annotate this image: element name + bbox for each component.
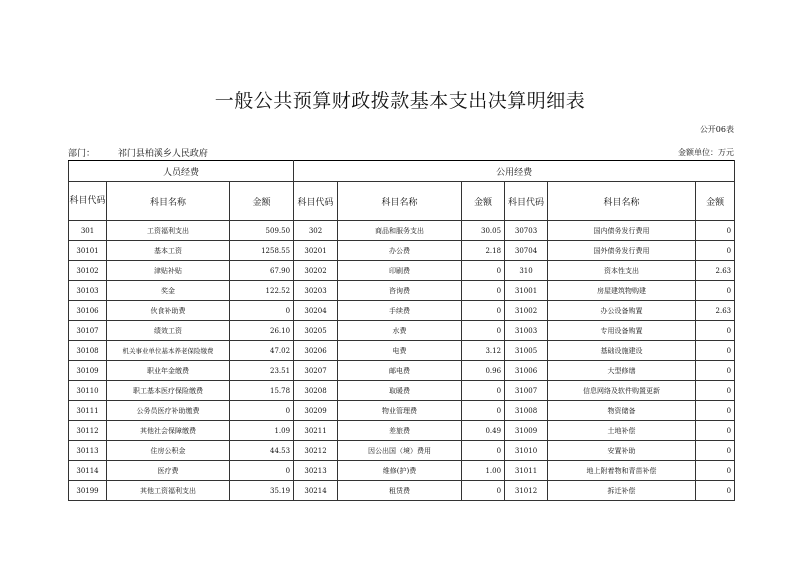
- cell-amount: 0: [696, 241, 735, 261]
- cell-code: 30199: [69, 481, 107, 501]
- cell-name: 基本工资: [107, 241, 230, 261]
- cell-code: 30704: [505, 241, 548, 261]
- col-amount: 金额: [230, 182, 294, 221]
- cell-name: 物资储备: [548, 401, 696, 421]
- cell-name: 津贴补贴: [107, 261, 230, 281]
- cell-name: 住房公积金: [107, 441, 230, 461]
- cell-code: 31011: [505, 461, 548, 481]
- cell-name: 咨询费: [338, 281, 462, 301]
- cell-amount: 0: [696, 361, 735, 381]
- personnel-header: 人员经费: [69, 161, 294, 182]
- cell-name: 房屋建筑物购建: [548, 281, 696, 301]
- cell-code: 30214: [294, 481, 338, 501]
- cell-amount: 0: [462, 401, 505, 421]
- cell-code: 30103: [69, 281, 107, 301]
- cell-name: 医疗费: [107, 461, 230, 481]
- cell-amount: 0: [696, 441, 735, 461]
- cell-amount: 35.19: [230, 481, 294, 501]
- cell-code: 30202: [294, 261, 338, 281]
- cell-name: 职工基本医疗保险缴费: [107, 381, 230, 401]
- cell-code: 30108: [69, 341, 107, 361]
- cell-amount: 0: [462, 481, 505, 501]
- cell-code: 31002: [505, 301, 548, 321]
- cell-name: 手续费: [338, 301, 462, 321]
- cell-code: 302: [294, 221, 338, 241]
- cell-name: 伙食补助费: [107, 301, 230, 321]
- department-label: 部门：: [68, 149, 96, 159]
- cell-name: 租赁费: [338, 481, 462, 501]
- cell-amount: 0: [696, 461, 735, 481]
- table-row: [69, 321, 735, 341]
- cell-name: 国内债务发行费用: [548, 221, 696, 241]
- col-code: 科目代码: [294, 182, 338, 221]
- cell-code: 30112: [69, 421, 107, 441]
- cell-code: 30110: [69, 381, 107, 401]
- cell-name: 工资福利支出: [107, 221, 230, 241]
- cell-amount: 0: [696, 421, 735, 441]
- cell-name: 公务员医疗补助缴费: [107, 401, 230, 421]
- col-name: 科目名称: [107, 182, 230, 221]
- cell-amount: 0: [462, 281, 505, 301]
- cell-code: 31009: [505, 421, 548, 441]
- cell-name: 拆迁补偿: [548, 481, 696, 501]
- cell-amount: 0: [462, 381, 505, 401]
- cell-name: 商品和服务支出: [338, 221, 462, 241]
- col-amount: 金额: [462, 182, 505, 221]
- cell-amount: 0: [462, 261, 505, 281]
- cell-amount: 2.63: [696, 261, 735, 281]
- cell-code: 30106: [69, 301, 107, 321]
- department-line: [68, 146, 208, 159]
- cell-amount: 47.02: [230, 341, 294, 361]
- cell-code: 31006: [505, 361, 548, 381]
- cell-name: 水费: [338, 321, 462, 341]
- cell-name: 取暖费: [338, 381, 462, 401]
- cell-name: 国外债务发行费用: [548, 241, 696, 261]
- cell-amount: 0: [230, 461, 294, 481]
- cell-amount: 0: [462, 301, 505, 321]
- cell-name: 专用设备购置: [548, 321, 696, 341]
- table-row: [69, 241, 735, 261]
- department-name: 祁门县柏溪乡人民政府: [117, 149, 208, 159]
- cell-name: 差旅费: [338, 421, 462, 441]
- cell-code: 30113: [69, 441, 107, 461]
- cell-code: 30212: [294, 441, 338, 461]
- public-header: 公用经费: [294, 161, 735, 182]
- table-row: [69, 261, 735, 281]
- table-row: [69, 281, 735, 301]
- cell-amount: 0: [696, 321, 735, 341]
- cell-name: 办公费: [338, 241, 462, 261]
- cell-name: 资本性支出: [548, 261, 696, 281]
- cell-code: 31008: [505, 401, 548, 421]
- cell-name: 信息网络及软件购置更新: [548, 381, 696, 401]
- col-code: 科目代码: [69, 182, 107, 221]
- cell-code: 30213: [294, 461, 338, 481]
- col-name: 科目名称: [548, 182, 696, 221]
- cell-code: 31003: [505, 321, 548, 341]
- expenditure-table: [68, 160, 735, 501]
- cell-amount: 122.52: [230, 281, 294, 301]
- cell-amount: 0: [696, 281, 735, 301]
- cell-name: 机关事业单位基本养老保险缴费: [107, 341, 230, 361]
- table-row: [69, 461, 735, 481]
- cell-amount: 0: [462, 441, 505, 461]
- cell-code: 301: [69, 221, 107, 241]
- table-row: [69, 381, 735, 401]
- cell-code: 30114: [69, 461, 107, 481]
- cell-code: 30206: [294, 341, 338, 361]
- cell-name: 奖金: [107, 281, 230, 301]
- cell-code: 30204: [294, 301, 338, 321]
- col-code: 科目代码: [505, 182, 548, 221]
- cell-amount: 0: [230, 401, 294, 421]
- cell-code: 30101: [69, 241, 107, 261]
- table-row: [69, 341, 735, 361]
- cell-amount: 15.78: [230, 381, 294, 401]
- table-row: [69, 221, 735, 241]
- table-row: [69, 301, 735, 321]
- cell-name: 绩效工资: [107, 321, 230, 341]
- cell-amount: 0.49: [462, 421, 505, 441]
- cell-code: 30211: [294, 421, 338, 441]
- cell-name: 电费: [338, 341, 462, 361]
- cell-amount: 23.51: [230, 361, 294, 381]
- cell-name: 基础设施建设: [548, 341, 696, 361]
- cell-code: 310: [505, 261, 548, 281]
- col-name: 科目名称: [338, 182, 462, 221]
- cell-code: 31007: [505, 381, 548, 401]
- cell-code: 30703: [505, 221, 548, 241]
- cell-amount: 1.00: [462, 461, 505, 481]
- cell-amount: 1258.55: [230, 241, 294, 261]
- cell-code: 30109: [69, 361, 107, 381]
- table-row: [69, 481, 735, 501]
- cell-amount: 0: [462, 321, 505, 341]
- cell-code: 30207: [294, 361, 338, 381]
- cell-amount: 2.63: [696, 301, 735, 321]
- cell-name: 职业年金缴费: [107, 361, 230, 381]
- cell-name: 土地补偿: [548, 421, 696, 441]
- cell-amount: 67.90: [230, 261, 294, 281]
- cell-amount: 1.09: [230, 421, 294, 441]
- cell-name: 其他社会保障缴费: [107, 421, 230, 441]
- cell-code: 30102: [69, 261, 107, 281]
- col-amount: 金额: [696, 182, 735, 221]
- cell-name: 办公设备购置: [548, 301, 696, 321]
- cell-amount: 0.96: [462, 361, 505, 381]
- cell-name: 大型修缮: [548, 361, 696, 381]
- cell-amount: 509.50: [230, 221, 294, 241]
- cell-code: 31010: [505, 441, 548, 461]
- table-row: [69, 361, 735, 381]
- cell-amount: 3.12: [462, 341, 505, 361]
- cell-amount: 26.10: [230, 321, 294, 341]
- cell-name: 因公出国（境）费用: [338, 441, 462, 461]
- cell-code: 30201: [294, 241, 338, 261]
- cell-code: 30203: [294, 281, 338, 301]
- cell-amount: 0: [696, 221, 735, 241]
- cell-code: 30111: [69, 401, 107, 421]
- cell-name: 维修(护)费: [338, 461, 462, 481]
- cell-amount: 0: [696, 341, 735, 361]
- cell-name: 其他工资福利支出: [107, 481, 230, 501]
- cell-name: 物业管理费: [338, 401, 462, 421]
- cell-name: 邮电费: [338, 361, 462, 381]
- cell-amount: 0: [230, 301, 294, 321]
- form-number: 公开06表: [699, 125, 734, 134]
- cell-code: 30107: [69, 321, 107, 341]
- cell-code: 30205: [294, 321, 338, 341]
- cell-code: 31012: [505, 481, 548, 501]
- cell-code: 30208: [294, 381, 338, 401]
- cell-amount: 0: [696, 481, 735, 501]
- cell-name: 地上附着物和青苗补偿: [548, 461, 696, 481]
- cell-amount: 44.53: [230, 441, 294, 461]
- cell-code: 30209: [294, 401, 338, 421]
- cell-code: 31001: [505, 281, 548, 301]
- amount-unit: 金额单位：万元: [678, 148, 734, 157]
- cell-amount: 0: [696, 381, 735, 401]
- cell-name: 印刷费: [338, 261, 462, 281]
- table-row: [69, 441, 735, 461]
- cell-code: 31005: [505, 341, 548, 361]
- cell-amount: 0: [696, 401, 735, 421]
- cell-amount: 2.18: [462, 241, 505, 261]
- page-title: 一般公共预算财政拨款基本支出决算明细表: [214, 90, 586, 112]
- cell-name: 安置补助: [548, 441, 696, 461]
- table-row: [69, 401, 735, 421]
- cell-amount: 30.05: [462, 221, 505, 241]
- table-row: [69, 421, 735, 441]
